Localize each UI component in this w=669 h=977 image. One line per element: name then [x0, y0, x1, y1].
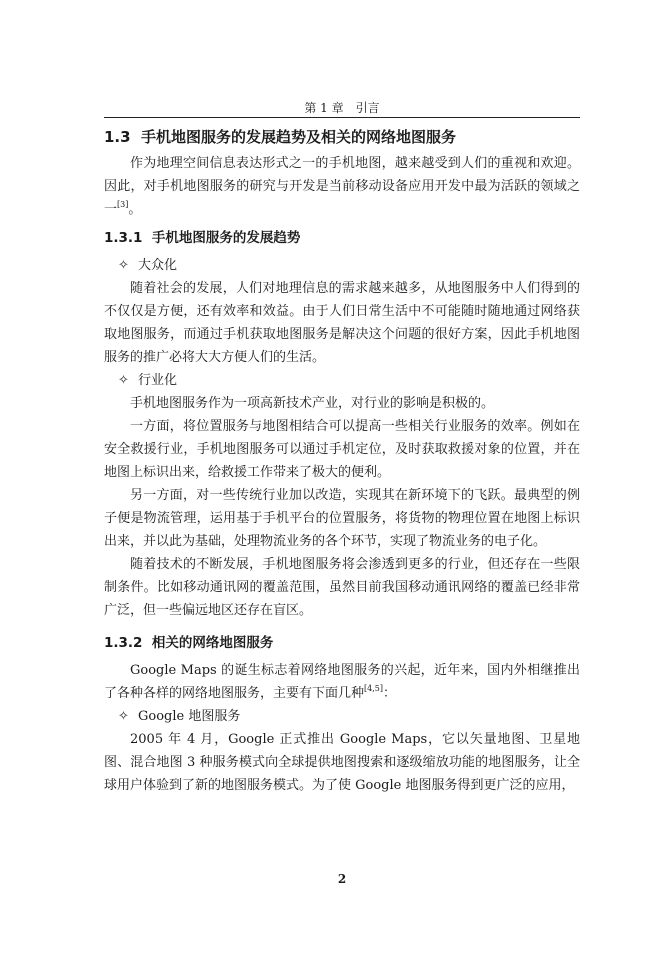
- subsection-number: 1.3.2: [104, 635, 143, 651]
- page-number: 2: [337, 872, 347, 886]
- subsection-number: 1.3.1: [104, 230, 143, 246]
- section-heading: [104, 122, 580, 152]
- bullet-label: 行业化: [138, 373, 178, 388]
- section-intro-end: 。: [128, 202, 142, 217]
- subsection-heading-1: [104, 221, 580, 254]
- running-header: 第 1 章 引言: [304, 101, 380, 115]
- paragraph-google: 2005 年 4 月，Google 正式推出 Google Maps，它以矢量地图、卫星地图、混合地图 3 种服务模式向全球提供地图搜索和逐级缩放功能的地图服务，让全球用户体验到了新的地图服务模式。为了使 Google 地图服务得到更广泛的应用，: [104, 732, 580, 793]
- diamond-bullet-icon: ✧: [118, 258, 129, 273]
- section-intro-paragraph: [104, 152, 580, 221]
- subsection-title: 手机地图服务的发展趋势: [151, 230, 301, 246]
- section-title: 手机地图服务的发展趋势及相关的网络地图服务: [141, 128, 457, 146]
- diamond-bullet-icon: ✧: [118, 373, 129, 388]
- diamond-bullet-icon: ✧: [118, 709, 129, 724]
- subsection2-intro-paragraph: [104, 659, 580, 705]
- section-number: 1.3: [104, 128, 131, 146]
- bullet-google: [104, 705, 580, 728]
- subsection2-intro-end: ：: [382, 686, 396, 701]
- paragraph-industry-4: 随着技术的不断发展，手机地图服务将会渗透到更多的行业，但还存在一些限制条件。比如移动通讯网的覆盖范围，虽然目前我国移动通讯网络的覆盖已经非常广泛，但一些偏远地区还存在盲区。: [104, 557, 580, 618]
- paragraph-industry-3: 另一方面，对一些传统行业加以改造，实现其在新环境下的飞跃。最典型的例子便是物流管理，运用基于手机平台的位置服务，将货物的物理位置在地图上标识出来，并以此为基础，处理物流业务的各个环节，实现了物流业务的电子化。: [104, 488, 580, 549]
- subsection2-intro-text: Google Maps 的诞生标志着网络地图服务的兴起，近年来，国内外相继推出了各种各样的网络地图服务，主要有下面几种: [104, 663, 580, 701]
- subsection-heading-2: [104, 626, 580, 659]
- section-intro-text: 作为地理空间信息表达形式之一的手机地图，越来越受到人们的重视和欢迎。因此，对手机地图服务的研究与开发是当前移动设备应用开发中最为活跃的领域之一: [104, 156, 580, 217]
- citation: [3]: [117, 200, 129, 209]
- paragraph-industry-1: 手机地图服务作为一项高新技术产业，对行业的影响是积极的。: [130, 396, 495, 411]
- header-rule: [104, 117, 580, 118]
- bullet-industry: [104, 369, 580, 392]
- paragraph-mass: 随着社会的发展，人们对地理信息的需求越来越多，从地图服务中人们得到的不仅仅是方便，还有效率和效益。由于人们日常生活中不可能随时随地通过网络获取地图服务，而通过手机获取地图服务是解决这个问题的很好方案，因此手机地图服务的推广必将大大方便人们的生活。: [104, 281, 580, 365]
- paragraph-industry-2: 一方面，将位置服务与地图相结合可以提高一些相关行业服务的效率。例如在安全救援行业，手机地图服务可以通过手机定位，及时获取救援对象的位置，并在地图上标识出来，给救援工作带来了极大的便利。: [104, 419, 580, 480]
- bullet-mass: [104, 254, 580, 277]
- bullet-label: Google 地图服务: [138, 709, 241, 724]
- bullet-label: 大众化: [138, 258, 178, 273]
- page-body: [104, 122, 580, 797]
- subsection-title: 相关的网络地图服务: [151, 635, 274, 651]
- citation: [4,5]: [364, 684, 383, 693]
